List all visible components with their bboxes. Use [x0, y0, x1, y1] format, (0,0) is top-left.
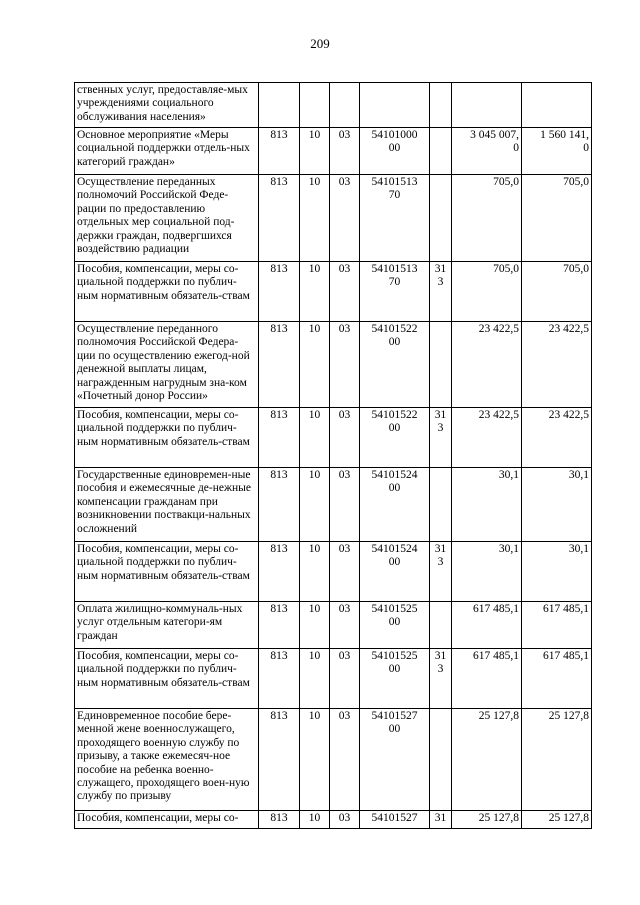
target-article-cell-text: 00	[388, 142, 401, 155]
target-article-cell-text: 70	[388, 276, 401, 289]
target-article-cell-text: 54101513	[371, 176, 418, 188]
table-row	[75, 649, 592, 709]
subsection-cell	[330, 468, 360, 542]
expense-type-cell-text: 31	[434, 543, 447, 555]
target-article-cell-text: 00	[388, 556, 401, 569]
amount-year1-cell	[452, 709, 522, 811]
table-row	[75, 262, 592, 322]
subsection-cell-text: 03	[338, 469, 351, 481]
item-name-cell	[75, 83, 259, 128]
target-article-cell	[360, 602, 430, 649]
expense-type-cell	[430, 128, 452, 175]
item-name-cell-text: Пособия, компенсации, меры со-циальной поддержки по публич-ным нормативным обязатель-ствам	[77, 409, 250, 448]
admin-code-cell-text: 813	[270, 129, 288, 141]
amount-year1-cell-text: 30,1	[498, 543, 519, 555]
admin-code-cell	[259, 542, 300, 602]
expense-type-cell-text: 31	[434, 263, 447, 275]
target-article-cell-text: 70	[388, 189, 401, 202]
section-cell	[300, 175, 330, 262]
page-number: 209	[310, 36, 330, 51]
subsection-cell	[330, 811, 360, 829]
admin-code-cell	[259, 175, 300, 262]
table-row	[75, 709, 592, 811]
admin-code-cell-text: 813	[270, 409, 288, 421]
amount-year2-cell	[522, 468, 592, 542]
target-article-cell-text: 54101527	[371, 710, 418, 722]
amount-year2-cell	[522, 262, 592, 322]
amount-year1-cell	[452, 128, 522, 175]
admin-code-cell	[259, 322, 300, 408]
item-name-cell-text: Единовременное пособие бере-менной жене военнослужащего, проходящего военную службу по призыву, а также ежемесяч-ное пособие на ребенка военно-служащего, проходящего воен-ную службу по призыву	[77, 710, 250, 803]
target-article-cell	[360, 322, 430, 408]
table-row	[75, 811, 592, 829]
target-article-cell	[360, 709, 430, 811]
target-article-cell-text: 54101525	[371, 603, 418, 615]
target-article-cell-text: 00	[388, 336, 401, 349]
section-cell-text: 10	[308, 650, 321, 662]
budget-table-body	[75, 83, 592, 829]
item-name-cell	[75, 811, 259, 829]
section-cell	[300, 322, 330, 408]
admin-code-cell-text: 813	[270, 469, 288, 481]
expense-type-cell-text: 31	[434, 812, 447, 824]
target-article-cell	[360, 542, 430, 602]
target-article-cell	[360, 128, 430, 175]
admin-code-cell	[259, 262, 300, 322]
amount-year2-cell-text: 1 560 141,	[540, 129, 589, 141]
expense-type-cell-text: 3	[437, 422, 444, 435]
item-name-cell-text: Пособия, компенсации, меры со-циальной поддержки по публич-ным нормативным обязатель-ствам	[77, 543, 250, 582]
amount-year2-cell-text: 617 485,1	[543, 603, 589, 615]
amount-year1-cell-text: 0	[513, 142, 519, 155]
amount-year2-cell-text: 705,0	[563, 176, 589, 188]
amount-year1-cell	[452, 175, 522, 262]
table-row	[75, 602, 592, 649]
expense-type-cell	[430, 468, 452, 542]
item-name-cell	[75, 408, 259, 468]
amount-year1-cell-text: 25 127,8	[478, 812, 519, 824]
amount-year1-cell-text: 705,0	[493, 263, 519, 275]
subsection-cell	[330, 542, 360, 602]
budget-table	[74, 82, 592, 829]
amount-year1-cell	[452, 408, 522, 468]
target-article-cell-text: 00	[388, 422, 401, 435]
item-name-cell	[75, 709, 259, 811]
subsection-cell-text: 03	[338, 129, 351, 141]
table-row	[75, 83, 592, 128]
amount-year1-cell-text: 705,0	[493, 176, 519, 188]
amount-year2-cell-text: 30,1	[568, 469, 589, 481]
expense-type-cell	[430, 175, 452, 262]
admin-code-cell-text: 813	[270, 650, 288, 662]
admin-code-cell	[259, 709, 300, 811]
section-cell	[300, 542, 330, 602]
admin-code-cell-text: 813	[270, 710, 288, 722]
expense-type-cell-text: 3	[437, 556, 444, 569]
admin-code-cell-text: 813	[270, 263, 288, 275]
amount-year1-cell-text: 3 045 007,	[470, 129, 519, 141]
admin-code-cell	[259, 408, 300, 468]
subsection-cell-text: 03	[338, 409, 351, 421]
subsection-cell-text: 03	[338, 323, 351, 335]
amount-year1-cell	[452, 811, 522, 829]
subsection-cell	[330, 408, 360, 468]
admin-code-cell	[259, 468, 300, 542]
target-article-cell-text: 54101000	[371, 129, 418, 141]
amount-year1-cell	[452, 322, 522, 408]
target-article-cell-text: 54101522	[371, 323, 418, 335]
expense-type-cell	[430, 811, 452, 829]
item-name-cell	[75, 322, 259, 408]
item-name-cell-text: ственных услуг, предоставляе-мых учреждениями социального обслуживания населения»	[77, 84, 248, 123]
target-article-cell	[360, 468, 430, 542]
section-cell-text: 10	[308, 469, 321, 481]
amount-year1-cell	[452, 262, 522, 322]
expense-type-cell-text: 3	[437, 663, 444, 676]
section-cell	[300, 262, 330, 322]
section-cell	[300, 408, 330, 468]
admin-code-cell	[259, 811, 300, 829]
target-article-cell	[360, 175, 430, 262]
table-row	[75, 128, 592, 175]
target-article-cell	[360, 262, 430, 322]
table-row	[75, 542, 592, 602]
section-cell	[300, 709, 330, 811]
section-cell-text: 10	[308, 263, 321, 275]
item-name-cell	[75, 128, 259, 175]
amount-year2-cell	[522, 128, 592, 175]
target-article-cell-text: 54101522	[371, 409, 418, 421]
amount-year2-cell-text: 25 127,8	[548, 710, 589, 722]
amount-year2-cell	[522, 542, 592, 602]
target-article-cell-text: 00	[388, 482, 401, 495]
target-article-cell-text: 54101524	[371, 469, 418, 481]
amount-year2-cell-text: 30,1	[568, 543, 589, 555]
target-article-cell-text: 54101524	[371, 543, 418, 555]
amount-year2-cell-text: 25 127,8	[548, 812, 589, 824]
amount-year2-cell-text: 0	[583, 142, 589, 155]
amount-year1-cell-text: 25 127,8	[478, 710, 519, 722]
target-article-cell	[360, 408, 430, 468]
amount-year1-cell	[452, 542, 522, 602]
subsection-cell-text: 03	[338, 263, 351, 275]
item-name-cell	[75, 175, 259, 262]
admin-code-cell-text: 813	[270, 812, 288, 824]
expense-type-cell	[430, 649, 452, 709]
admin-code-cell-text: 813	[270, 603, 288, 615]
expense-type-cell-text: 31	[434, 650, 447, 662]
amount-year2-cell	[522, 811, 592, 829]
amount-year2-cell	[522, 602, 592, 649]
item-name-cell	[75, 649, 259, 709]
subsection-cell	[330, 128, 360, 175]
expense-type-cell	[430, 408, 452, 468]
item-name-cell	[75, 602, 259, 649]
target-article-cell-text: 00	[388, 723, 401, 736]
admin-code-cell	[259, 128, 300, 175]
section-cell-text: 10	[308, 603, 321, 615]
section-cell	[300, 83, 330, 128]
item-name-cell-text: Государственные единовремен-ные пособия и ежемесячные де-нежные компенсации гражданам при возникновении поствакци-нальных осложнений	[77, 469, 251, 535]
amount-year2-cell	[522, 83, 592, 128]
table-row	[75, 468, 592, 542]
amount-year2-cell	[522, 408, 592, 468]
amount-year2-cell-text: 617 485,1	[543, 650, 589, 662]
admin-code-cell-text: 813	[270, 323, 288, 335]
section-cell-text: 10	[308, 812, 321, 824]
expense-type-cell	[430, 542, 452, 602]
target-article-cell-text: 54101525	[371, 650, 418, 662]
amount-year1-cell	[452, 83, 522, 128]
amount-year2-cell-text: 23 422,5	[548, 323, 589, 335]
item-name-cell-text: Основное мероприятие «Меры социальной поддержки отдель-ных категорий граждан»	[77, 129, 250, 168]
subsection-cell-text: 03	[338, 650, 351, 662]
section-cell	[300, 811, 330, 829]
amount-year2-cell-text: 705,0	[563, 263, 589, 275]
subsection-cell-text: 03	[338, 812, 351, 824]
section-cell	[300, 468, 330, 542]
section-cell-text: 10	[308, 176, 321, 188]
item-name-cell-text: Осуществление переданного полномочия Российской Федера-ции по осуществлению ежегод-ной денежной выплаты лицам, награжденным нагрудным зна-ком «Почетный донор России»	[77, 323, 250, 403]
section-cell-text: 10	[308, 323, 321, 335]
amount-year1-cell-text: 23 422,5	[478, 409, 519, 421]
target-article-cell-text: 54101527	[371, 812, 418, 824]
target-article-cell-text: 00	[388, 616, 401, 629]
amount-year1-cell-text: 30,1	[498, 469, 519, 481]
subsection-cell	[330, 602, 360, 649]
target-article-cell	[360, 83, 430, 128]
expense-type-cell	[430, 83, 452, 128]
section-cell	[300, 649, 330, 709]
admin-code-cell	[259, 602, 300, 649]
section-cell-text: 10	[308, 409, 321, 421]
admin-code-cell-text: 813	[270, 543, 288, 555]
subsection-cell-text: 03	[338, 176, 351, 188]
amount-year1-cell-text: 23 422,5	[478, 323, 519, 335]
item-name-cell-text: Оплата жилищно-коммуналь-ных услуг отдельным категори-ям граждан	[77, 603, 243, 642]
admin-code-cell-text: 813	[270, 176, 288, 188]
subsection-cell	[330, 322, 360, 408]
item-name-cell-text: Пособия, компенсации, меры со-циальной поддержки по публич-ным нормативным обязатель-ствам	[77, 263, 250, 302]
item-name-cell-text: Пособия, компенсации, меры со-	[77, 812, 239, 824]
section-cell	[300, 128, 330, 175]
expense-type-cell	[430, 709, 452, 811]
target-article-cell-text: 54101513	[371, 263, 418, 275]
amount-year2-cell	[522, 709, 592, 811]
expense-type-cell	[430, 602, 452, 649]
table-row	[75, 322, 592, 408]
amount-year1-cell	[452, 649, 522, 709]
section-cell-text: 10	[308, 129, 321, 141]
subsection-cell	[330, 83, 360, 128]
subsection-cell-text: 03	[338, 710, 351, 722]
item-name-cell	[75, 542, 259, 602]
amount-year1-cell-text: 617 485,1	[473, 603, 519, 615]
expense-type-cell-text: 3	[437, 276, 444, 289]
table-row	[75, 408, 592, 468]
subsection-cell-text: 03	[338, 543, 351, 555]
amount-year2-cell-text: 23 422,5	[548, 409, 589, 421]
admin-code-cell	[259, 83, 300, 128]
subsection-cell	[330, 709, 360, 811]
amount-year2-cell	[522, 649, 592, 709]
table-row	[75, 175, 592, 262]
amount-year1-cell-text: 617 485,1	[473, 650, 519, 662]
admin-code-cell	[259, 649, 300, 709]
item-name-cell	[75, 262, 259, 322]
section-cell-text: 10	[308, 710, 321, 722]
subsection-cell	[330, 175, 360, 262]
amount-year1-cell	[452, 468, 522, 542]
subsection-cell-text: 03	[338, 603, 351, 615]
section-cell-text: 10	[308, 543, 321, 555]
amount-year1-cell	[452, 602, 522, 649]
section-cell	[300, 602, 330, 649]
item-name-cell-text: Осуществление переданных полномочий Российской Феде-рации по предоставлению отдельных мер социальной под-держки граждан, подвергшихся воздействию радиации	[77, 176, 235, 256]
subsection-cell	[330, 262, 360, 322]
item-name-cell	[75, 468, 259, 542]
expense-type-cell	[430, 262, 452, 322]
subsection-cell	[330, 649, 360, 709]
target-article-cell	[360, 811, 430, 829]
amount-year2-cell	[522, 175, 592, 262]
item-name-cell-text: Пособия, компенсации, меры со-циальной поддержки по публич-ным нормативным обязатель-ствам	[77, 650, 250, 689]
target-article-cell-text: 00	[388, 663, 401, 676]
amount-year2-cell	[522, 322, 592, 408]
expense-type-cell-text: 31	[434, 409, 447, 421]
target-article-cell	[360, 649, 430, 709]
expense-type-cell	[430, 322, 452, 408]
